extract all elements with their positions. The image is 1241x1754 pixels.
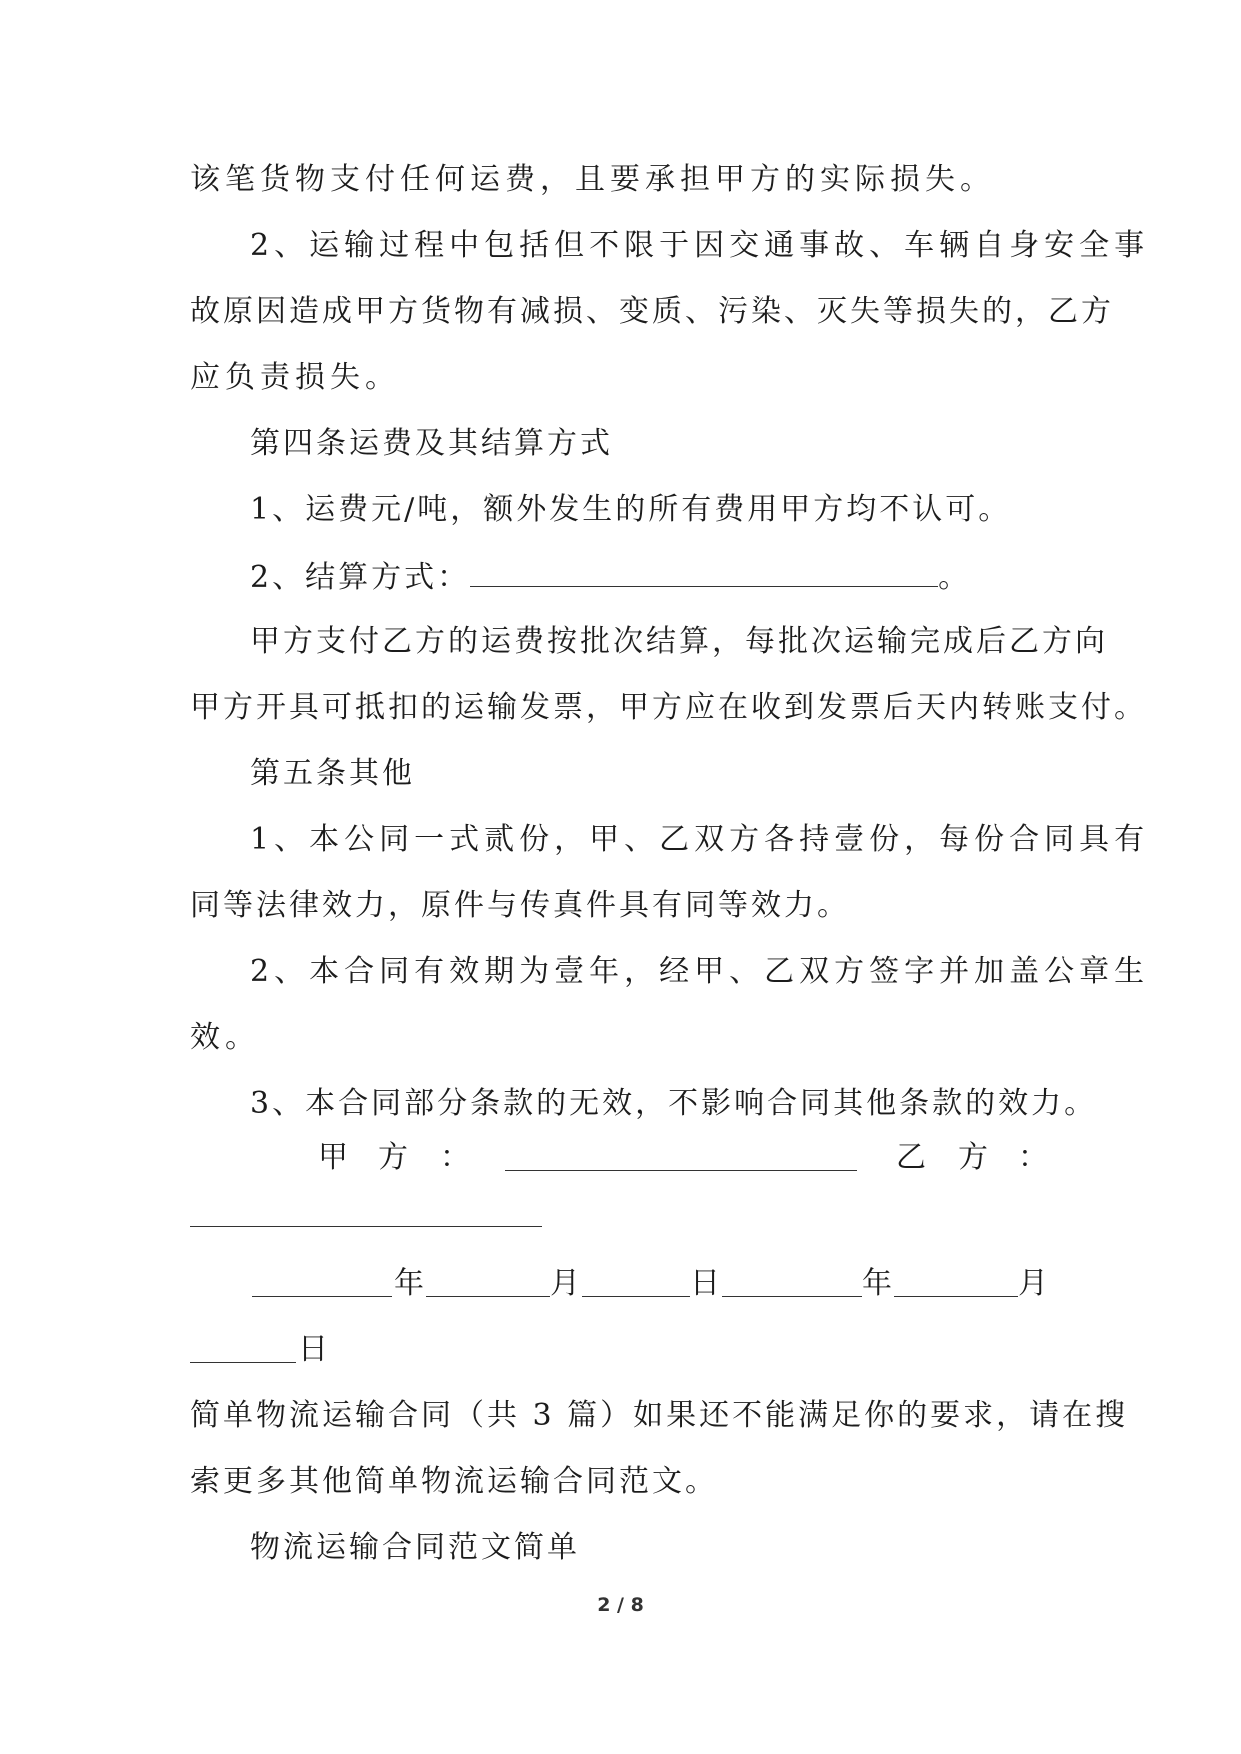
section-heading: 第四条运费及其结算方式 bbox=[250, 426, 613, 461]
day-b-blank bbox=[190, 1332, 296, 1363]
party-a-label-1: 甲 bbox=[318, 1140, 348, 1175]
party-a-signature-blank bbox=[505, 1140, 857, 1171]
paragraph-line: 故原因造成甲方货物有减损、变质、污染、灭失等损失的，乙方 bbox=[190, 294, 1114, 329]
party-b-label-1: 乙 bbox=[896, 1140, 926, 1175]
settlement-method-blank bbox=[470, 556, 938, 587]
day-a-blank bbox=[582, 1266, 690, 1297]
paragraph-line: 该笔货物支付任何运费，且要承担甲方的实际损失。 bbox=[190, 162, 995, 197]
year-a-label: 年 bbox=[394, 1266, 424, 1301]
section-heading: 第五条其他 bbox=[250, 756, 415, 791]
party-a-label-2: 方 bbox=[378, 1140, 408, 1175]
party-b-colon: ： bbox=[1018, 1140, 1048, 1175]
month-b-label: 月 bbox=[1018, 1266, 1048, 1301]
settlement-method-end: 。 bbox=[938, 560, 972, 595]
paragraph-line: 应负责损失。 bbox=[190, 360, 400, 395]
party-b-label-2: 方 bbox=[958, 1140, 988, 1175]
day-b-label: 日 bbox=[298, 1332, 328, 1367]
month-b-blank bbox=[894, 1266, 1018, 1297]
year-b-blank bbox=[722, 1266, 862, 1297]
party-b-signature-blank bbox=[190, 1196, 542, 1227]
paragraph-line: 2、运输过程中包括但不限于因交通事故、车辆自身安全事 bbox=[250, 228, 1150, 263]
year-a-blank bbox=[252, 1266, 392, 1297]
paragraph-line: 甲方开具可抵扣的运输发票，甲方应在收到发票后天内转账支付。 bbox=[190, 690, 1147, 725]
paragraph-line: 简单物流运输合同（共 3 篇）如果还不能满足你的要求，请在搜 bbox=[190, 1398, 1129, 1433]
paragraph-line: 1、运费元/吨，额外发生的所有费用甲方均不认可。 bbox=[250, 492, 1012, 527]
paragraph-line: 同等法律效力，原件与传真件具有同等效力。 bbox=[190, 888, 850, 923]
paragraph-line: 1、本公同一式贰份，甲、乙双方各持壹份，每份合同具有 bbox=[250, 822, 1150, 857]
year-b-label: 年 bbox=[862, 1266, 892, 1301]
day-a-label: 日 bbox=[690, 1266, 720, 1301]
month-a-blank bbox=[426, 1266, 550, 1297]
settlement-method-line bbox=[250, 556, 971, 598]
month-a-label: 月 bbox=[550, 1266, 580, 1301]
paragraph-line: 效。 bbox=[190, 1020, 260, 1055]
paragraph-line: 索更多其他简单物流运输合同范文。 bbox=[190, 1464, 718, 1499]
section-heading: 物流运输合同范文简单 bbox=[250, 1530, 580, 1565]
paragraph-line: 甲方支付乙方的运费按批次结算，每批次运输完成后乙方向 bbox=[250, 624, 1108, 659]
page-number: 2 / 8 bbox=[597, 1594, 644, 1616]
paragraph-line: 3、本合同部分条款的无效，不影响合同其他条款的效力。 bbox=[250, 1086, 1098, 1121]
settlement-method-label: 2、结算方式： bbox=[250, 560, 471, 595]
party-a-colon: ： bbox=[440, 1140, 470, 1175]
paragraph-line: 2、本合同有效期为壹年，经甲、乙双方签字并加盖公章生 bbox=[250, 954, 1150, 989]
